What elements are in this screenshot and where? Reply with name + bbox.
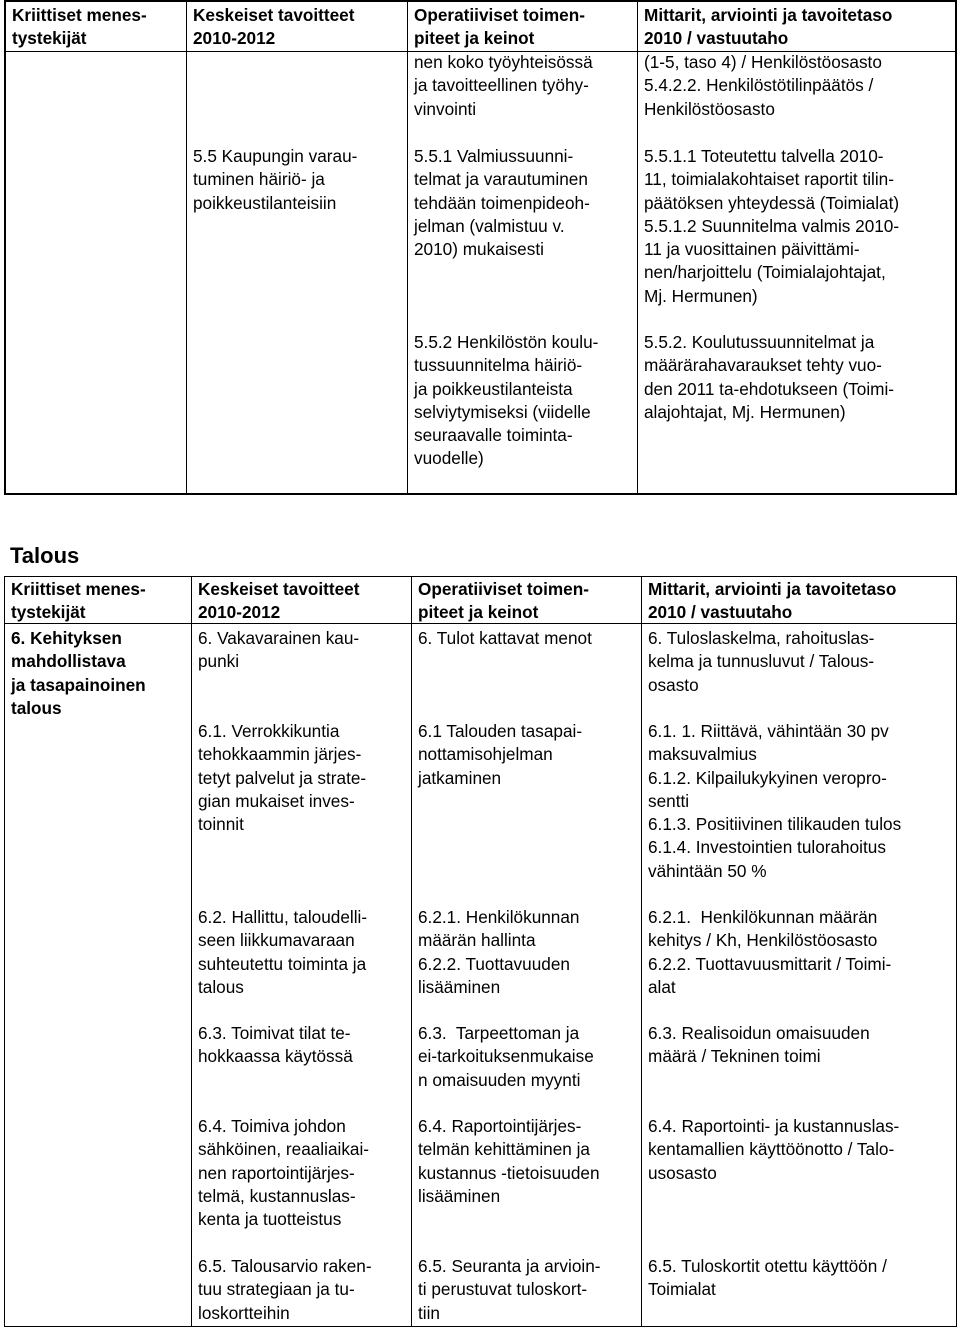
cell-measure-6-2: 6.2.1. Henkilökunnan määrän kehitys / Kh, Henkilöstöosasto 6.2.2. Tuottavuusmittarit / Toimi- alat [648, 907, 892, 997]
cell-action-5-5-1: 5.5.1 Valmiussuunni- telmat ja varautuminen tehdään toimenpideoh- jelman (valmistuu v. 2010) mukaisesti [414, 146, 590, 260]
cell-goal-6-1: 6.1. Verrokkikuntia tehokkaammin järjes- tetyt palvelut ja strate- gian mukaiset inves- toinnit [198, 721, 367, 835]
cell-goal-6-5: 6.5. Talousarvio raken- tuu strategiaan ja tu- loskortteihin [198, 1256, 372, 1323]
cell-action-6-3: 6.3. Tarpeettoman ja ei-tarkoituksenmukaise n omaisuuden myynti [418, 1023, 594, 1090]
cell-action-6-5: 6.5. Seuranta ja arvioin- ti perustuvat tuloskort- tiin [418, 1256, 601, 1323]
column-divider [637, 2, 638, 493]
section-title: Talous [10, 543, 80, 568]
cell-action-continued: nen koko työyhteisössä ja tavoitteellinen työhy- vinvointi [414, 52, 593, 119]
cell-measure-continued: (1-5, taso 4) / Henkilöstöosasto 5.4.2.2. Henkilöstötilinpäätös / Henkilöstöosasto [644, 52, 882, 119]
cell-measure-6-5: 6.5. Tuloskortit otettu käyttöön / Toimialat [648, 1256, 887, 1300]
cell-action-6: 6. Tulot kattavat menot [418, 628, 592, 648]
header-operational-measures: Operatiiviset toimen- piteet ja keinot [414, 5, 585, 49]
header-critical-factors: Kriittiset menes- tystekijät [11, 579, 146, 623]
column-divider [407, 2, 408, 493]
cell-critical-factor-6: 6. Kehityksen mahdollistava ja tasapainoinen talous [11, 628, 146, 718]
cell-measure-5-5-2: 5.5.2. Koulutussuunnitelmat ja määrärahavaraukset tehty vuo- den 2011 ta-ehdotukseen (Toimi- alajohtajat, Mj. Hermunen) [644, 332, 895, 422]
cell-action-5-5-2: 5.5.2 Henkilöstön koulu- tussuunnitelma häiriö- ja poikkeustilanteista selviytymiseksi (viidelle seuraavalle toiminta- vuodelle) [414, 332, 599, 469]
header-critical-factors: Kriittiset menes- tystekijät [12, 5, 147, 49]
cell-measure-5-5-1: 5.5.1.1 Toteutettu talvella 2010- 11, toimialakohtaiset raportit tilin- päätöksen yhteydessä (Toimialat) 5.5.1.2 Suunnitelma valmis 2010- 11 ja vuosittainen päivittämi- nen/harjoittelu (Toimialajohtajat, Mj. Hermunen) [644, 146, 900, 306]
strategy-table-finance [4, 576, 957, 1327]
cell-goal-6-3: 6.3. Toimivat tilat te- hokkaassa käytössä [198, 1023, 353, 1067]
column-divider [186, 2, 187, 493]
cell-action-6-1: 6.1 Talouden tasapai- nottamisohjelman jatkaminen [418, 721, 583, 788]
cell-goal-6: 6. Vakavarainen kau- punki [198, 628, 360, 672]
cell-action-6-2: 6.2.1. Henkilökunnan määrän hallinta 6.2.2. Tuottavuuden lisääminen [418, 907, 580, 997]
cell-measure-6: 6. Tuloslaskelma, rahoituslas- kelma ja tunnusluvut / Talous- osasto [648, 628, 875, 695]
column-divider [191, 577, 192, 1326]
cell-measure-6-3: 6.3. Realisoidun omaisuuden määrä / Tekninen toimi [648, 1023, 870, 1067]
column-divider [411, 577, 412, 1326]
header-key-goals: Keskeiset tavoitteet 2010-2012 [198, 579, 360, 623]
cell-action-6-4: 6.4. Raportointijärjes- telmän kehittäminen ja kustannus -tietoisuuden lisääminen [418, 1116, 600, 1206]
column-divider [641, 577, 642, 1326]
cell-measure-6-1: 6.1. 1. Riittävä, vähintään 30 pv maksuvalmius 6.1.2. Kilpailukykyinen veropro- sentti 6.1.3. Positiivinen tilikauden tulos 6.1.4. Investointien tulorahoitus vähintään 50 % [648, 721, 902, 881]
cell-measure-6-4: 6.4. Raportointi- ja kustannuslas- kentamallien käyttöönotto / Talo- usosasto [648, 1116, 900, 1183]
cell-goal-5-5: 5.5 Kaupungin varau- tuminen häiriö- ja poikkeustilanteisiin [193, 146, 358, 213]
header-operational-measures: Operatiiviset toimen- piteet ja keinot [418, 579, 589, 623]
cell-goal-6-4: 6.4. Toimiva johdon sähköinen, reaaliaikai- nen raportointijärjes- telmä, kustannuslas- kenta ja tuotteistus [198, 1116, 370, 1230]
strategy-table-personnel [4, 0, 957, 495]
cell-goal-6-2: 6.2. Hallittu, taloudelli- seen liikkumavaraan suhteutettu toiminta ja talous [198, 907, 368, 997]
header-metrics: Mittarit, arviointi ja tavoitetaso 2010 / vastuutaho [648, 579, 897, 623]
header-key-goals: Keskeiset tavoitteet 2010-2012 [193, 5, 355, 49]
header-metrics: Mittarit, arviointi ja tavoitetaso 2010 / vastuutaho [644, 5, 893, 49]
